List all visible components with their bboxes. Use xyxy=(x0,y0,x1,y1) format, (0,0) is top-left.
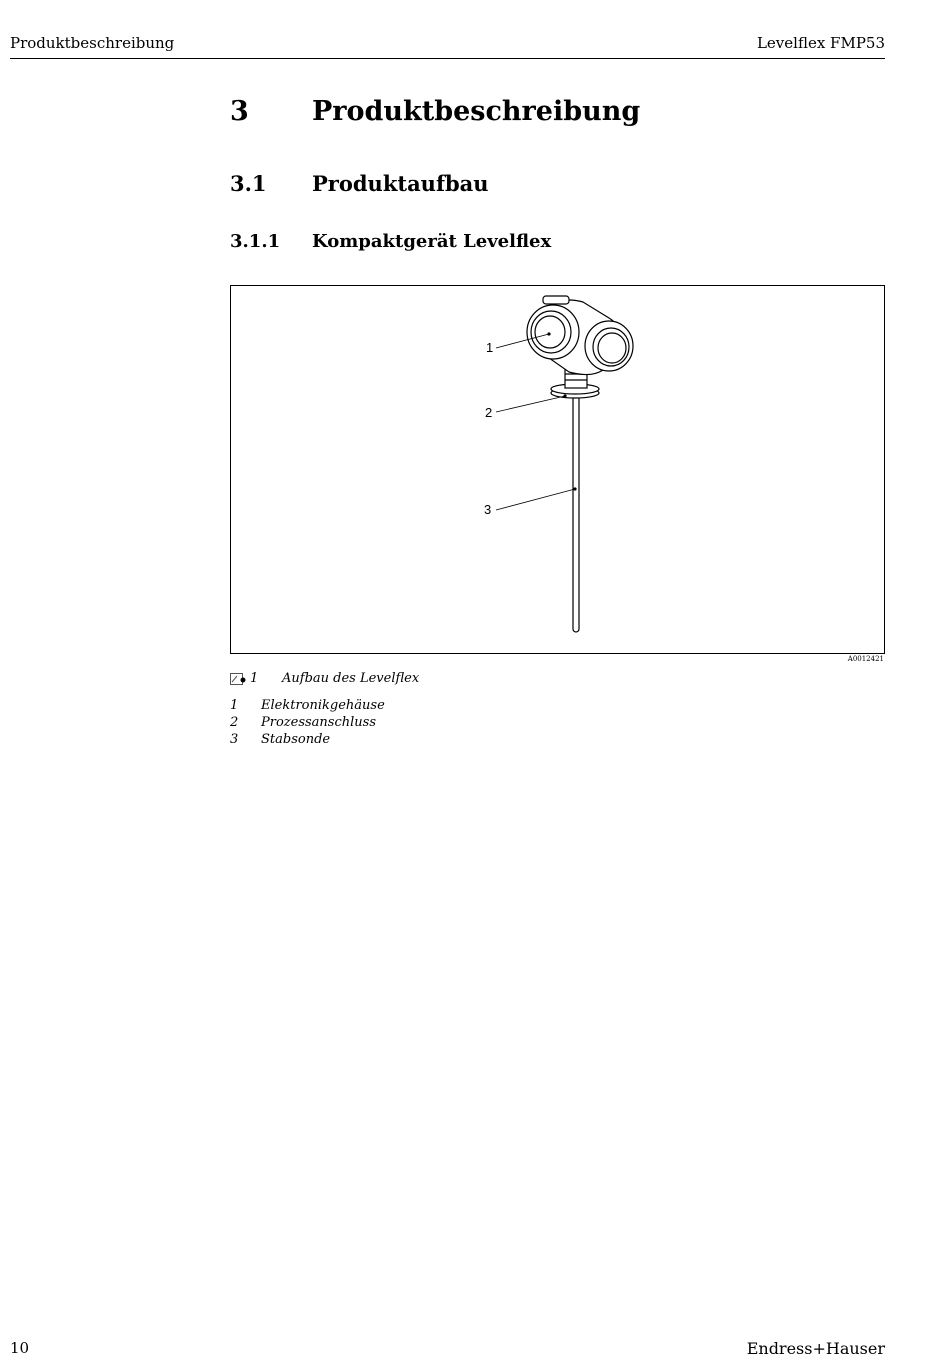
heading-chapter xyxy=(230,96,640,127)
header-product-name: Levelflex FMP53 xyxy=(756,34,885,52)
header-rule xyxy=(10,58,885,59)
heading-chapter-title: Produktbeschreibung xyxy=(312,96,641,127)
heading-subsection-number: 3.1.1 xyxy=(230,231,281,252)
caption-number: 1 xyxy=(250,671,259,686)
callout-1: 1 xyxy=(486,340,494,355)
heading-chapter-number: 3 xyxy=(230,96,249,127)
figure-id: A0012421 xyxy=(847,655,884,663)
heading-section-number: 3.1 xyxy=(230,171,267,196)
probe-rod xyxy=(573,396,579,632)
figure-legend xyxy=(230,697,385,748)
callout-2: 2 xyxy=(485,405,493,420)
page-number: 10 xyxy=(10,1339,30,1357)
callout-line-3 xyxy=(496,489,575,510)
heading-section xyxy=(230,171,489,196)
heading-section-title: Produktaufbau xyxy=(312,171,489,196)
callout-line-2 xyxy=(496,396,565,412)
figure-icon xyxy=(230,673,246,685)
heading-subsection xyxy=(230,231,551,252)
legend-item: 1 Elektronikgehäuse xyxy=(230,698,385,713)
legend-item: 2 Prozessanschluss xyxy=(230,715,376,730)
figure-frame xyxy=(230,285,885,654)
levelflex-drawing xyxy=(231,286,884,653)
brand-name: Endress+Hauser xyxy=(746,1339,885,1358)
heading-subsection-title: Kompaktgerät Levelflex xyxy=(312,231,552,252)
figure-caption xyxy=(230,671,419,686)
header-section-title: Produktbeschreibung xyxy=(10,34,175,52)
legend-item: 3 Stabsonde xyxy=(230,732,331,747)
callout-3: 3 xyxy=(484,502,492,517)
caption-text: Aufbau des Levelflex xyxy=(282,671,420,686)
